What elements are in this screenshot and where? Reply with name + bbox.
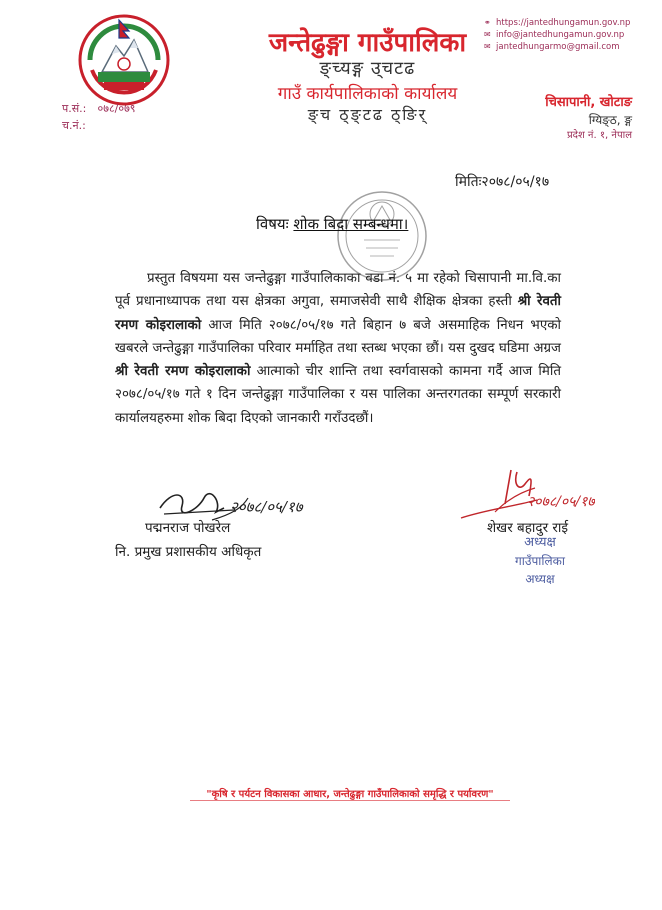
email-link[interactable]: info@jantedhungamun.gov.np: [496, 30, 625, 40]
letter-body: [115, 267, 561, 430]
letterhead-title: [245, 28, 490, 125]
left-signature-date: २०७८/०५/१७: [230, 498, 303, 516]
office-address: [522, 94, 632, 144]
deceased-name-1: श्री रेवती रमण कोइरालाको: [115, 294, 561, 333]
mail-icon: ✉: [484, 42, 491, 51]
ref-label: प.सं.:: [62, 102, 87, 115]
address-place-script: ग्यिङ्ठ, ङ्ग: [588, 113, 632, 127]
body-text-1: प्रस्तुत विषयमा यस जन्तेढुङ्गा गाउँपालिकाका वडा नं. ५ मा रहेको चिसापानी मा.वि.का पूर्व प्रधानाध्यापक तथा यस क्षेत्रका अगुवा, समाजसेवी साथै शैक्षिक क्षेत्रका हस्ती: [115, 271, 561, 310]
letter-subject: [256, 214, 408, 234]
left-signer-name: पद्मनराज पोखरेल: [145, 520, 231, 536]
reference-numbers: [62, 100, 136, 134]
municipality-name: जन्तेढुङ्गा गाउँपालिका: [268, 28, 467, 58]
email-row: [484, 29, 630, 41]
website-link[interactable]: https://jantedhungamun.gov.np: [496, 18, 631, 28]
body-paragraph: [115, 267, 561, 430]
address-province: प्रदेश नं. १, नेपाल: [566, 130, 632, 141]
left-signer-title: नि. प्रमुख प्रशासकीय अधिकृत: [115, 544, 262, 560]
subject-text: शोक बिदा सम्बन्धमा।: [293, 215, 409, 233]
website-row: [484, 17, 630, 29]
globe-icon: ⚭: [484, 18, 491, 27]
office-name: गाउँ कार्यपालिकाको कार्यालय: [277, 84, 458, 104]
right-signer-name: शेखर बहादुर राई: [487, 520, 569, 536]
ref-row: [62, 100, 136, 117]
footer-divider: [190, 800, 510, 801]
deceased-name-2: श्री रेवती रमण कोइरालाको: [115, 364, 251, 380]
contact-info: [484, 17, 630, 53]
mail-icon: ✉: [484, 30, 491, 39]
gmail-row: [484, 41, 630, 53]
letter-date: मितिः२०७८/०५/१७: [455, 174, 550, 190]
footer-motto: "कृषि र पर्यटन विकासका आधार, जन्तेढुङ्गा गाउँपालिकाको समृद्धि र पर्यावरण": [206, 789, 494, 800]
stamp-line-2: गाउँपालिका: [515, 554, 565, 568]
stamp-line-1: अध्यक्ष: [524, 535, 556, 550]
dispatch-row: [62, 117, 136, 134]
official-stamp: [480, 534, 600, 588]
office-name-script: ङ्च ठ्ङ्टढ ठ्ङिर्: [307, 105, 428, 124]
address-place: चिसापानी, खोटाङ: [545, 95, 632, 110]
ref-value: ०७८/०७९: [97, 102, 136, 115]
nepal-emblem-icon: [78, 14, 170, 106]
body-text-2: आज मिति २०७८/०५/१७ गते बिहान ७ बजे असमाहिक निधन भएको खबरले जन्तेढुङ्गा गाउँपालिका परिवार मर्माहित तथा स्तब्ध भएका छौं। यस दुखद घडिमा अग्रज: [115, 317, 561, 356]
gmail-link[interactable]: jantedhungarmo@gmail.com: [496, 42, 620, 52]
right-signature-date: २०७८/०५/१७: [527, 494, 595, 510]
dispatch-label: च.नं.:: [62, 119, 86, 132]
body-text-3: आत्माको चीर शान्ति तथा स्वर्गवासको कामना गर्दै आज मिति २०७८/०५/१७ गते १ दिन जन्तेढुङ्गा गाउँपालिका र यस पालिका अन्तरगतका सम्पूर्ण सरकारी कार्यालयहरुमा शोक बिदा दिएको जानकारी गराँउदछौं।: [115, 364, 561, 426]
subject-label: विषयः: [256, 215, 289, 233]
municipality-name-script: ङ्च्यङ्ग उ्चटढ: [319, 58, 416, 79]
stamp-line-3: अध्यक्ष: [525, 572, 555, 586]
